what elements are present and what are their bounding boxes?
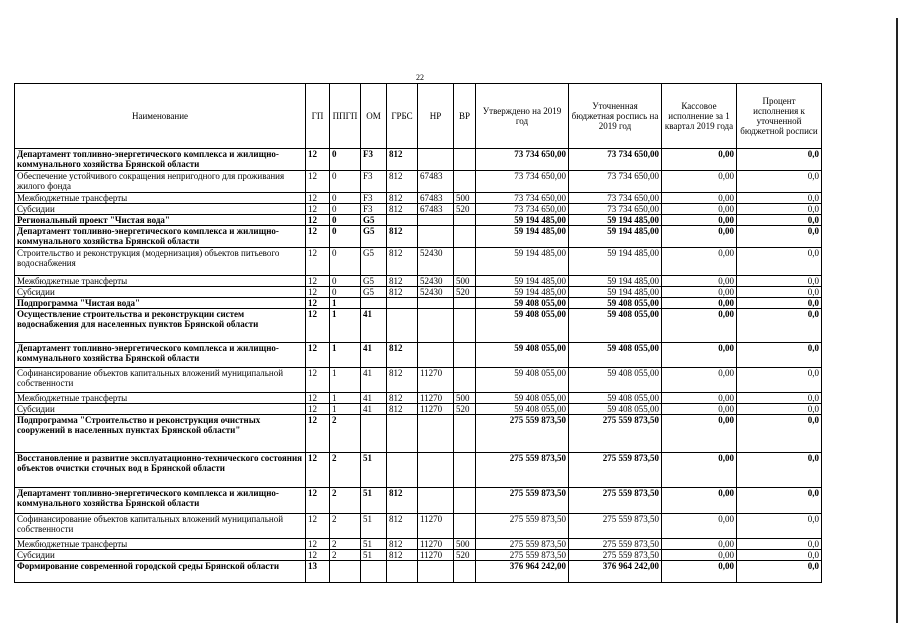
cell-grbs: 812: [387, 276, 418, 287]
cell-np: [418, 215, 454, 226]
cell-np: 11270: [418, 550, 454, 561]
cell-om: G5: [361, 215, 387, 226]
cell-gp: 12: [306, 368, 330, 393]
cell-cash: 0,00: [662, 298, 737, 309]
cell-name: Софинансирование объектов капитальных вложений муниципальной собственности: [15, 368, 306, 393]
cell-om: F3: [361, 171, 387, 193]
cell-name: Межбюджетные трансферты: [15, 193, 306, 204]
cell-vr: [454, 488, 476, 514]
cell-cash: 0,00: [662, 393, 737, 404]
cell-refined: 73 734 650,00: [569, 171, 662, 193]
cell-ppgp: 2: [330, 539, 361, 550]
page-number: 22: [416, 73, 424, 82]
cell-ppgp: 0: [330, 287, 361, 298]
cell-name: Региональный проект "Чистая вода": [15, 215, 306, 226]
cell-refined: 59 194 485,00: [569, 276, 662, 287]
cell-cash: 0,00: [662, 539, 737, 550]
cell-np: 11270: [418, 368, 454, 393]
cell-percent: 0,0: [737, 561, 822, 583]
table-row: [15, 561, 822, 583]
cell-grbs: [387, 215, 418, 226]
cell-refined: 59 408 055,00: [569, 309, 662, 343]
cell-gp: 12: [306, 453, 330, 488]
cell-approved: 73 734 650,00: [476, 171, 569, 193]
cell-np: 52430: [418, 248, 454, 276]
cell-cash: 0,00: [662, 287, 737, 298]
cell-refined: 59 408 055,00: [569, 343, 662, 368]
cell-approved: 275 559 873,50: [476, 488, 569, 514]
cell-name: Департамент топливно-энергетического комплекса и жилищно-коммунального хозяйства Брянской области: [15, 343, 306, 368]
header-cash: Кассовое исполнение за 1 квартал 2019 года: [662, 84, 737, 149]
header-name: Наименование: [15, 84, 306, 149]
cell-om: 51: [361, 539, 387, 550]
cell-name: Департамент топливно-энергетического комплекса и жилищно-коммунального хозяйства Брянской области: [15, 149, 306, 171]
cell-grbs: [387, 415, 418, 453]
cell-refined: 59 194 485,00: [569, 226, 662, 248]
table-row: [15, 514, 822, 539]
cell-percent: 0,0: [737, 539, 822, 550]
cell-name: Межбюджетные трансферты: [15, 539, 306, 550]
cell-approved: 59 408 055,00: [476, 368, 569, 393]
cell-percent: 0,0: [737, 453, 822, 488]
cell-name: Субсидии: [15, 287, 306, 298]
cell-gp: 12: [306, 539, 330, 550]
cell-cash: 0,00: [662, 453, 737, 488]
cell-approved: 275 559 873,50: [476, 453, 569, 488]
cell-gp: 12: [306, 404, 330, 415]
table-row: [15, 550, 822, 561]
cell-approved: 376 964 242,00: [476, 561, 569, 583]
cell-approved: 275 559 873,50: [476, 415, 569, 453]
cell-om: G5: [361, 287, 387, 298]
cell-gp: 12: [306, 550, 330, 561]
cell-approved: 59 194 485,00: [476, 248, 569, 276]
cell-name: Восстановление и развитие эксплуатационно-технического состояния объектов очистки сточных вод в Брянской области: [15, 453, 306, 488]
cell-ppgp: 0: [330, 226, 361, 248]
cell-cash: 0,00: [662, 309, 737, 343]
cell-percent: 0,0: [737, 343, 822, 368]
cell-cash: 0,00: [662, 193, 737, 204]
cell-refined: 275 559 873,50: [569, 550, 662, 561]
cell-percent: 0,0: [737, 248, 822, 276]
table-row: [15, 368, 822, 393]
cell-grbs: [387, 298, 418, 309]
cell-ppgp: 0: [330, 276, 361, 287]
cell-ppgp: 2: [330, 415, 361, 453]
cell-grbs: 812: [387, 226, 418, 248]
header-gp: ГП: [306, 84, 330, 149]
cell-ppgp: 2: [330, 453, 361, 488]
cell-ppgp: 2: [330, 488, 361, 514]
cell-np: 11270: [418, 404, 454, 415]
cell-grbs: [387, 561, 418, 583]
cell-gp: 12: [306, 149, 330, 171]
table-row: [15, 204, 822, 215]
cell-grbs: [387, 309, 418, 343]
cell-vr: [454, 561, 476, 583]
cell-om: 51: [361, 550, 387, 561]
cell-percent: 0,0: [737, 514, 822, 539]
header-np: НР: [418, 84, 454, 149]
cell-approved: 73 734 650,00: [476, 193, 569, 204]
cell-cash: 0,00: [662, 368, 737, 393]
cell-percent: 0,0: [737, 215, 822, 226]
cell-percent: 0,0: [737, 415, 822, 453]
cell-ppgp: 1: [330, 404, 361, 415]
cell-np: 67483: [418, 193, 454, 204]
cell-grbs: 812: [387, 404, 418, 415]
cell-approved: 59 194 485,00: [476, 226, 569, 248]
cell-name: Департамент топливно-энергетического комплекса и жилищно-коммунального хозяйства Брянской области: [15, 488, 306, 514]
cell-gp: 12: [306, 215, 330, 226]
cell-ppgp: 0: [330, 171, 361, 193]
cell-percent: 0,0: [737, 204, 822, 215]
cell-ppgp: 0: [330, 215, 361, 226]
cell-gp: 12: [306, 171, 330, 193]
cell-vr: [454, 514, 476, 539]
cell-refined: 73 734 650,00: [569, 149, 662, 171]
cell-refined: 275 559 873,50: [569, 488, 662, 514]
cell-om: 41: [361, 343, 387, 368]
cell-gp: 12: [306, 226, 330, 248]
cell-percent: 0,0: [737, 488, 822, 514]
cell-name: Подпрограмма "Чистая вода": [15, 298, 306, 309]
cell-ppgp: 1: [330, 309, 361, 343]
header-approved: Утверждено на 2019 год: [476, 84, 569, 149]
cell-percent: 0,0: [737, 368, 822, 393]
cell-cash: 0,00: [662, 149, 737, 171]
cell-gp: 12: [306, 276, 330, 287]
cell-gp: 12: [306, 393, 330, 404]
cell-name: Формирование современной городской среды Брянской области: [15, 561, 306, 583]
cell-grbs: [387, 453, 418, 488]
cell-np: [418, 226, 454, 248]
cell-ppgp: [330, 561, 361, 583]
cell-ppgp: 0: [330, 248, 361, 276]
cell-np: [418, 488, 454, 514]
cell-approved: 59 408 055,00: [476, 298, 569, 309]
cell-name: Подпрограмма "Строительство и реконструкция очистных сооружений в населенных пунктах Брянской области": [15, 415, 306, 453]
cell-approved: 59 194 485,00: [476, 287, 569, 298]
cell-percent: 0,0: [737, 171, 822, 193]
budget-table: [14, 83, 822, 583]
cell-ppgp: 0: [330, 149, 361, 171]
table-row: [15, 488, 822, 514]
cell-percent: 0,0: [737, 404, 822, 415]
cell-vr: [454, 149, 476, 171]
cell-cash: 0,00: [662, 204, 737, 215]
cell-gp: 12: [306, 287, 330, 298]
cell-refined: 73 734 650,00: [569, 193, 662, 204]
table-row: [15, 393, 822, 404]
cell-vr: [454, 171, 476, 193]
cell-np: [418, 561, 454, 583]
cell-gp: 12: [306, 415, 330, 453]
cell-gp: 12: [306, 309, 330, 343]
table-row: [15, 287, 822, 298]
cell-refined: 275 559 873,50: [569, 453, 662, 488]
cell-gp: 12: [306, 248, 330, 276]
cell-vr: [454, 215, 476, 226]
cell-percent: 0,0: [737, 287, 822, 298]
header-grbs: ГРБС: [387, 84, 418, 149]
cell-om: [361, 561, 387, 583]
cell-cash: 0,00: [662, 514, 737, 539]
cell-grbs: 812: [387, 149, 418, 171]
cell-ppgp: 1: [330, 393, 361, 404]
cell-vr: 520: [454, 550, 476, 561]
cell-np: [418, 415, 454, 453]
cell-approved: 73 734 650,00: [476, 149, 569, 171]
cell-vr: [454, 368, 476, 393]
cell-grbs: 812: [387, 204, 418, 215]
cell-refined: 73 734 650,00: [569, 204, 662, 215]
cell-cash: 0,00: [662, 171, 737, 193]
cell-cash: 0,00: [662, 343, 737, 368]
cell-approved: 59 194 485,00: [476, 276, 569, 287]
cell-ppgp: 1: [330, 368, 361, 393]
cell-approved: 59 408 055,00: [476, 343, 569, 368]
cell-name: Осуществление строительства и реконструкции систем водоснабжения для населенных пунктов Брянской области: [15, 309, 306, 343]
table-row: [15, 298, 822, 309]
cell-om: 41: [361, 309, 387, 343]
cell-approved: 59 194 485,00: [476, 215, 569, 226]
cell-vr: 500: [454, 193, 476, 204]
cell-percent: 0,0: [737, 550, 822, 561]
cell-approved: 275 559 873,50: [476, 550, 569, 561]
cell-vr: [454, 343, 476, 368]
cell-vr: 520: [454, 404, 476, 415]
cell-om: [361, 415, 387, 453]
cell-approved: 59 408 055,00: [476, 309, 569, 343]
cell-cash: 0,00: [662, 248, 737, 276]
cell-cash: 0,00: [662, 226, 737, 248]
cell-cash: 0,00: [662, 276, 737, 287]
cell-cash: 0,00: [662, 404, 737, 415]
table-row: [15, 539, 822, 550]
table-header-row: [15, 84, 822, 149]
header-ppgp: ППГП: [330, 84, 361, 149]
cell-cash: 0,00: [662, 550, 737, 561]
scan-edge-line: [896, 18, 898, 623]
cell-np: 11270: [418, 539, 454, 550]
cell-name: Софинансирование объектов капитальных вложений муниципальной собственности: [15, 514, 306, 539]
cell-om: F3: [361, 193, 387, 204]
cell-name: Субсидии: [15, 204, 306, 215]
cell-om: G5: [361, 276, 387, 287]
cell-np: [418, 343, 454, 368]
cell-approved: 275 559 873,50: [476, 539, 569, 550]
cell-ppgp: 0: [330, 193, 361, 204]
cell-vr: 520: [454, 287, 476, 298]
cell-np: 67483: [418, 171, 454, 193]
cell-name: Субсидии: [15, 404, 306, 415]
table-row: [15, 215, 822, 226]
cell-vr: [454, 298, 476, 309]
cell-gp: 12: [306, 343, 330, 368]
cell-om: G5: [361, 226, 387, 248]
cell-om: F3: [361, 204, 387, 215]
cell-percent: 0,0: [737, 226, 822, 248]
cell-vr: 500: [454, 276, 476, 287]
cell-approved: 275 559 873,50: [476, 514, 569, 539]
cell-refined: 59 408 055,00: [569, 393, 662, 404]
cell-om: 51: [361, 514, 387, 539]
cell-om: 41: [361, 393, 387, 404]
cell-name: Обеспечение устойчивого сокращения непригодного для проживания жилого фонда: [15, 171, 306, 193]
cell-refined: 275 559 873,50: [569, 415, 662, 453]
cell-name: Субсидии: [15, 550, 306, 561]
cell-percent: 0,0: [737, 309, 822, 343]
cell-refined: 275 559 873,50: [569, 539, 662, 550]
cell-refined: 59 408 055,00: [569, 368, 662, 393]
cell-gp: 12: [306, 193, 330, 204]
cell-gp: 12: [306, 488, 330, 514]
cell-vr: [454, 248, 476, 276]
cell-grbs: 812: [387, 488, 418, 514]
header-vr: ВР: [454, 84, 476, 149]
cell-approved: 59 408 055,00: [476, 404, 569, 415]
cell-np: 11270: [418, 514, 454, 539]
cell-grbs: 812: [387, 550, 418, 561]
cell-refined: 59 408 055,00: [569, 298, 662, 309]
table-row: [15, 248, 822, 276]
cell-grbs: 812: [387, 539, 418, 550]
cell-refined: 275 559 873,50: [569, 514, 662, 539]
cell-refined: 59 194 485,00: [569, 248, 662, 276]
cell-percent: 0,0: [737, 193, 822, 204]
table-row: [15, 171, 822, 193]
cell-gp: 12: [306, 204, 330, 215]
cell-grbs: 812: [387, 343, 418, 368]
header-percent: Процент исполнения к уточненной бюджетной росписи: [737, 84, 822, 149]
cell-vr: 500: [454, 393, 476, 404]
cell-cash: 0,00: [662, 415, 737, 453]
cell-name: Межбюджетные трансферты: [15, 393, 306, 404]
cell-vr: 520: [454, 204, 476, 215]
cell-refined: 59 194 485,00: [569, 215, 662, 226]
cell-ppgp: 0: [330, 204, 361, 215]
header-om: ОМ: [361, 84, 387, 149]
cell-approved: 59 408 055,00: [476, 393, 569, 404]
cell-om: 41: [361, 368, 387, 393]
cell-om: F3: [361, 149, 387, 171]
cell-cash: 0,00: [662, 488, 737, 514]
cell-np: [418, 453, 454, 488]
cell-om: G5: [361, 248, 387, 276]
cell-np: 67483: [418, 204, 454, 215]
cell-grbs: 812: [387, 171, 418, 193]
cell-refined: 59 408 055,00: [569, 404, 662, 415]
cell-vr: [454, 309, 476, 343]
cell-cash: 0,00: [662, 561, 737, 583]
cell-ppgp: 1: [330, 343, 361, 368]
cell-vr: [454, 415, 476, 453]
table-row: [15, 149, 822, 171]
cell-grbs: 812: [387, 393, 418, 404]
cell-grbs: 812: [387, 287, 418, 298]
table-row: [15, 453, 822, 488]
cell-ppgp: 1: [330, 298, 361, 309]
cell-np: 52430: [418, 276, 454, 287]
cell-cash: 0,00: [662, 215, 737, 226]
cell-np: [418, 298, 454, 309]
cell-grbs: 812: [387, 193, 418, 204]
table-row: [15, 309, 822, 343]
cell-om: 51: [361, 453, 387, 488]
cell-np: 52430: [418, 287, 454, 298]
cell-percent: 0,0: [737, 393, 822, 404]
header-refined: Уточненная бюджетная роспись на 2019 год: [569, 84, 662, 149]
table-body: [15, 149, 822, 583]
cell-vr: [454, 453, 476, 488]
cell-grbs: 812: [387, 368, 418, 393]
cell-name: Департамент топливно-энергетического комплекса и жилищно-коммунального хозяйства Брянской области: [15, 226, 306, 248]
cell-np: [418, 149, 454, 171]
cell-name: Строительство и реконструкция (модернизация) объектов питьевого водоснабжения: [15, 248, 306, 276]
cell-refined: 59 194 485,00: [569, 287, 662, 298]
cell-ppgp: 2: [330, 550, 361, 561]
table-row: [15, 404, 822, 415]
cell-vr: [454, 226, 476, 248]
cell-vr: 500: [454, 539, 476, 550]
cell-percent: 0,0: [737, 276, 822, 287]
cell-percent: 0,0: [737, 298, 822, 309]
table-row: [15, 193, 822, 204]
cell-name: Межбюджетные трансферты: [15, 276, 306, 287]
cell-gp: 12: [306, 514, 330, 539]
cell-percent: 0,0: [737, 149, 822, 171]
cell-gp: 13: [306, 561, 330, 583]
cell-np: [418, 309, 454, 343]
table-row: [15, 276, 822, 287]
cell-om: 51: [361, 488, 387, 514]
cell-approved: 73 734 650,00: [476, 204, 569, 215]
cell-gp: 12: [306, 298, 330, 309]
table-row: [15, 415, 822, 453]
cell-ppgp: 2: [330, 514, 361, 539]
cell-grbs: 812: [387, 514, 418, 539]
cell-grbs: 812: [387, 248, 418, 276]
table-row: [15, 343, 822, 368]
cell-om: 41: [361, 404, 387, 415]
cell-refined: 376 964 242,00: [569, 561, 662, 583]
table-row: [15, 226, 822, 248]
cell-om: [361, 298, 387, 309]
cell-np: 11270: [418, 393, 454, 404]
